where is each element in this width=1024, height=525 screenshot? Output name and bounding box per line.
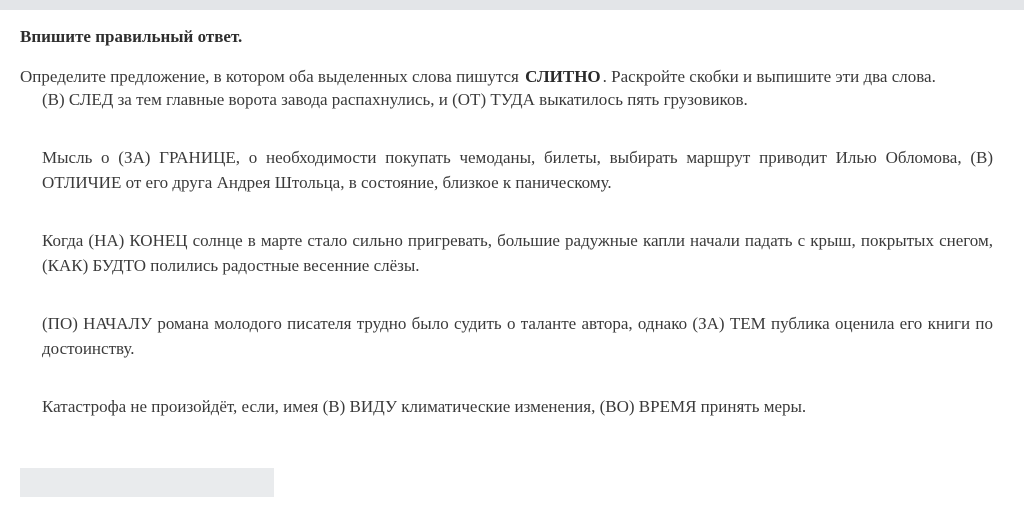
sentence-options [20,87,993,419]
prompt-emphasis: СЛИТНО [525,67,601,86]
sentence-option-5: Катастрофа не произойдёт, если, имея (В) ВИДУ климатические изменения, (ВО) ВРЕМЯ принять меры. [42,397,807,416]
sentence-option-1: (В) СЛЕД за тем главные ворота завода распахнулись, и (ОТ) ТУДА выкатилось пять грузовиков. [42,90,748,109]
task-instruction: Впишите правильный ответ. [20,27,243,46]
sentence-option-4: (ПО) НАЧАЛУ романа молодого писателя трудно было судить о таланте автора, однако (ЗА) ТЕМ публика оценила его книги по достоинству. [42,314,993,358]
prompt-text-after: . Раскройте скобки и выпишите эти два слова. [602,67,936,86]
task-prompt [20,65,1004,89]
prompt-text-before: Определите предложение, в котором оба выделенных слова пишутся [20,67,519,86]
top-bar [0,0,1024,10]
task-block [20,26,1004,419]
sentence-option-3: Когда (НА) КОНЕЦ солнце в марте стало сильно пригревать, большие радужные капли начали падать с крыш, покрытых снегом, (КАК) БУДТО полились радостные весенние слёзы. [42,231,993,275]
answer-input[interactable] [20,468,274,497]
sentence-option-2: Мысль о (ЗА) ГРАНИЦЕ, о необходимости покупать чемоданы, билеты, выбирать маршрут приводит Илью Обломова, (В) ОТЛИЧИЕ от его друга Андрея Штольца, в состояние, близкое к паническому. [42,148,993,192]
